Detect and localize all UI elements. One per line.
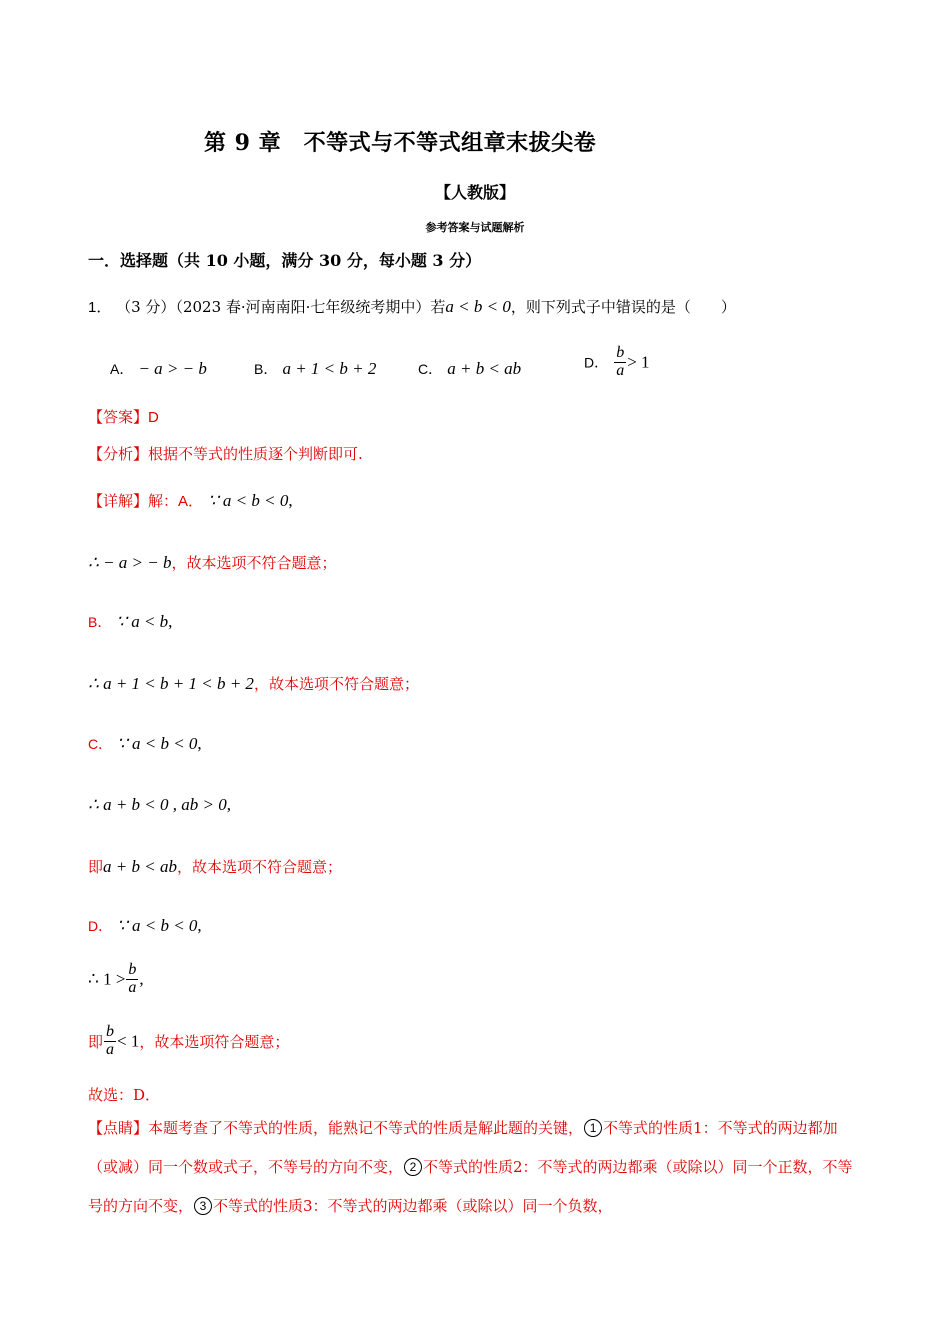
detail-tag: 【详解】 — [88, 492, 149, 510]
detail-pre-10: 即 — [88, 1032, 104, 1051]
option-c-label: C． — [418, 361, 443, 377]
detail-line-6: ∴ a + b < 0 , ab > 0, — [88, 795, 231, 814]
detail-expr-4: ∴ a + 1 < b + 1 < b + 2 — [88, 674, 254, 693]
detail-expr-8: ∵ a < b < 0 — [116, 916, 198, 935]
detail-expr-1: ∵ a < b < 0 — [207, 491, 289, 510]
option-b-label: B． — [254, 361, 278, 377]
question-source: （2023 春·河南南阳·七年级统考期中）若 — [175, 298, 446, 316]
detail-line-9: ∴ 1 > $\frac{b}{a}$ , — [88, 961, 144, 996]
detail-expr-3: ∵ a < b — [116, 612, 169, 631]
detail-line-8: D． ∵ a < b < 0, — [88, 916, 202, 935]
option-b — [254, 359, 376, 379]
detail-fraction-10 — [104, 1024, 116, 1059]
detail-line-4 — [88, 673, 419, 694]
option-a — [110, 359, 207, 379]
circled-number-1-icon: 1 — [584, 1119, 602, 1137]
comment-text-1: 本题考查了不等式的性质，能熟记不等式的性质是解此题的关键， — [148, 1119, 584, 1137]
detail-expr-5: ∵ a < b < 0 — [116, 734, 198, 753]
detail-expr-2: ∴ − a > − b — [88, 553, 172, 572]
detail-text-10: ，故本选项符合题意； — [139, 1032, 290, 1051]
option-c-expr: a + b < ab — [447, 359, 522, 378]
option-a-label: A． — [110, 361, 134, 377]
answer-value: D — [148, 409, 159, 426]
option-d-numerator: b — [616, 344, 625, 361]
edition-label: 【人教版】 — [434, 183, 515, 202]
option-b-expr: a + 1 < b + 2 — [282, 359, 377, 378]
detail-numerator-10: b — [106, 1023, 115, 1040]
detail-label-c: C． — [88, 736, 113, 752]
detail-line-1: 【详解】解：A． ∵ a < b < 0, — [88, 491, 293, 510]
detail-line-3: B． ∵ a < b, — [88, 612, 173, 631]
detail-expr-6: ∴ a + b < 0 , ab > 0 — [88, 795, 227, 814]
section-heading: 一．选择题（共 10 小题，满分 30 分，每小题 3 分） — [88, 251, 482, 270]
answer-tag: 【答案】 — [88, 408, 149, 426]
comment-text-3: 不等式的性质2：不等式的两边都乘（或除以）同一个正数，不等号的方向不变， — [88, 1158, 853, 1215]
comment-paragraph — [88, 1109, 863, 1226]
option-d-fraction — [614, 345, 626, 380]
detail-denominator-10: a — [106, 1040, 115, 1058]
detail-text-2: ，故本选项不符合题意； — [171, 554, 337, 572]
analysis-line — [88, 443, 363, 464]
detail-pre-9: ∴ 1 > — [88, 969, 126, 989]
analysis-tag: 【分析】 — [88, 445, 149, 463]
page-title: 第 9 章 不等式与不等式组章末拔尖卷 — [204, 130, 597, 156]
comment-tag: 【点睛】 — [88, 1119, 149, 1137]
question-number: 1． — [88, 299, 112, 316]
detail-pre-7: 即 — [88, 858, 104, 876]
option-d — [584, 345, 650, 380]
question-stem — [88, 296, 736, 317]
question-stem-tail: ，则下列式子中错误的是（ ） — [510, 298, 736, 316]
detail-label-d: D． — [88, 918, 113, 934]
detail-tail-10: < 1 — [117, 1031, 140, 1051]
subtitle: 参考答案与试题解析 — [425, 221, 525, 234]
question-points: （3 分） — [116, 298, 176, 316]
analysis-text: 根据不等式的性质逐个判断即可. — [148, 445, 363, 463]
option-a-expr: − a > − b — [138, 359, 207, 378]
option-d-denominator: a — [616, 361, 625, 379]
question-condition: a < b < 0 — [445, 297, 511, 316]
detail-intro: 解：A． — [148, 493, 204, 510]
detail-fraction-9 — [126, 962, 138, 997]
circled-number-3-icon: 3 — [194, 1197, 212, 1215]
detail-line-7 — [88, 856, 342, 877]
conclusion-line: 故选：D． — [88, 1086, 161, 1104]
detail-line-5: C． ∵ a < b < 0, — [88, 734, 202, 753]
circled-number-2-icon: 2 — [404, 1158, 422, 1176]
comment-text-2: 不等式的性质1：不等式的两边都加（或减）同一个数或式子，不等号的方向不变， — [88, 1119, 838, 1176]
answer-line — [88, 406, 159, 427]
option-d-label: D． — [584, 354, 609, 371]
option-c — [418, 359, 521, 379]
detail-text-7: ，故本选项不符合题意； — [176, 858, 342, 876]
detail-expr-7: a + b < ab — [103, 857, 177, 876]
detail-numerator-9: b — [128, 961, 137, 978]
detail-text-4: ，故本选项不符合题意； — [253, 675, 419, 693]
detail-line-2 — [88, 552, 337, 573]
option-d-tail: > 1 — [627, 352, 650, 372]
detail-line-10 — [88, 1024, 289, 1059]
detail-denominator-9: a — [128, 978, 137, 996]
comment-text-4: 不等式的性质3：不等式的两边都乘（或除以）同一个负数， — [213, 1197, 613, 1215]
detail-label-b: B． — [88, 614, 112, 630]
